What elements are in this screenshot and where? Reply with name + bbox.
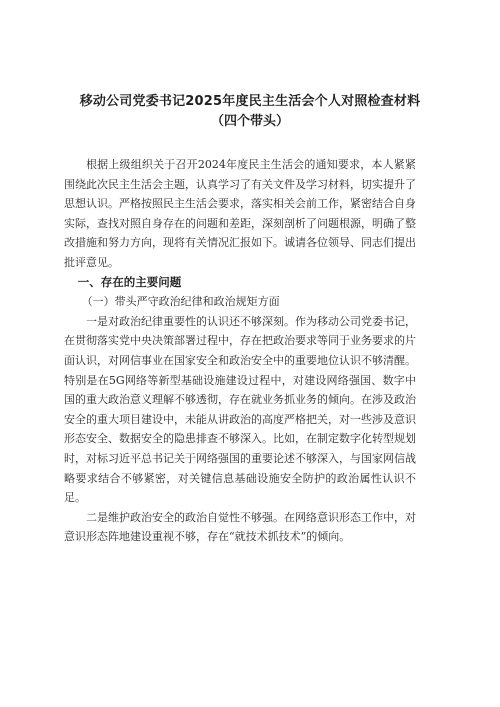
intro-paragraph: 根据上级组织关于召开2024年度民主生活会的通知要求，本人紧紧围绕此次民主生活会主题，认真学习了有关文件及学习材料，切实提升了思想认识。严格按照民主生活会要求，落实相关会前工作，紧密结合自身实际，查找对照自身存在的问题和差距，深刻剖析了问题根源，明确了整改措施和努力方向，现将有关情况汇报如下。诚请各位领导、同志们提出批评意见。 (64, 158, 416, 269)
document-title: 移动公司党委书记2025年度民主生活会个人对照检查材料 (79, 94, 421, 109)
section-heading: 一、存在的主要问题 (77, 274, 182, 289)
body-paragraph: 一是对政治纪律重要性的认识还不够深刻。作为移动公司党委书记，在贯彻落实党中央决策部署过程中，存在把政治要求等同于业务要求的片面认识，对网信事业在国家安全和政治安全中的重要地位认识不够清醒。特别是在5G网络等新型基础设施建设过程中，对建设网络强国、数字中国的重大政治意义理解不够透彻，存在就业务抓业务的倾向。在涉及政治安全的重大项目建设中，未能从讲政治的高度严格把关，对一些涉及意识形态安全、数据安全的隐患排查不够深入。比如，在制定数字化转型规划时，对标习近平总书记关于网络强国的重要论述不够深入，与国家网信战略要求结合不够紧密，对关键信息基础设施安全防护的政治属性认识不足。 (64, 314, 416, 505)
body-paragraph: 二是维护政治安全的政治自觉性不够强。在网络意识形态工作中，对意识形态阵地建设重视不够，存在“就技术抓技术”的倾向。 (64, 510, 416, 544)
subsection-heading: （一）带头严守政治纪律和政治规矩方面 (81, 295, 280, 309)
document-subtitle: （四个带头） (210, 114, 289, 129)
document-body (64, 155, 416, 547)
